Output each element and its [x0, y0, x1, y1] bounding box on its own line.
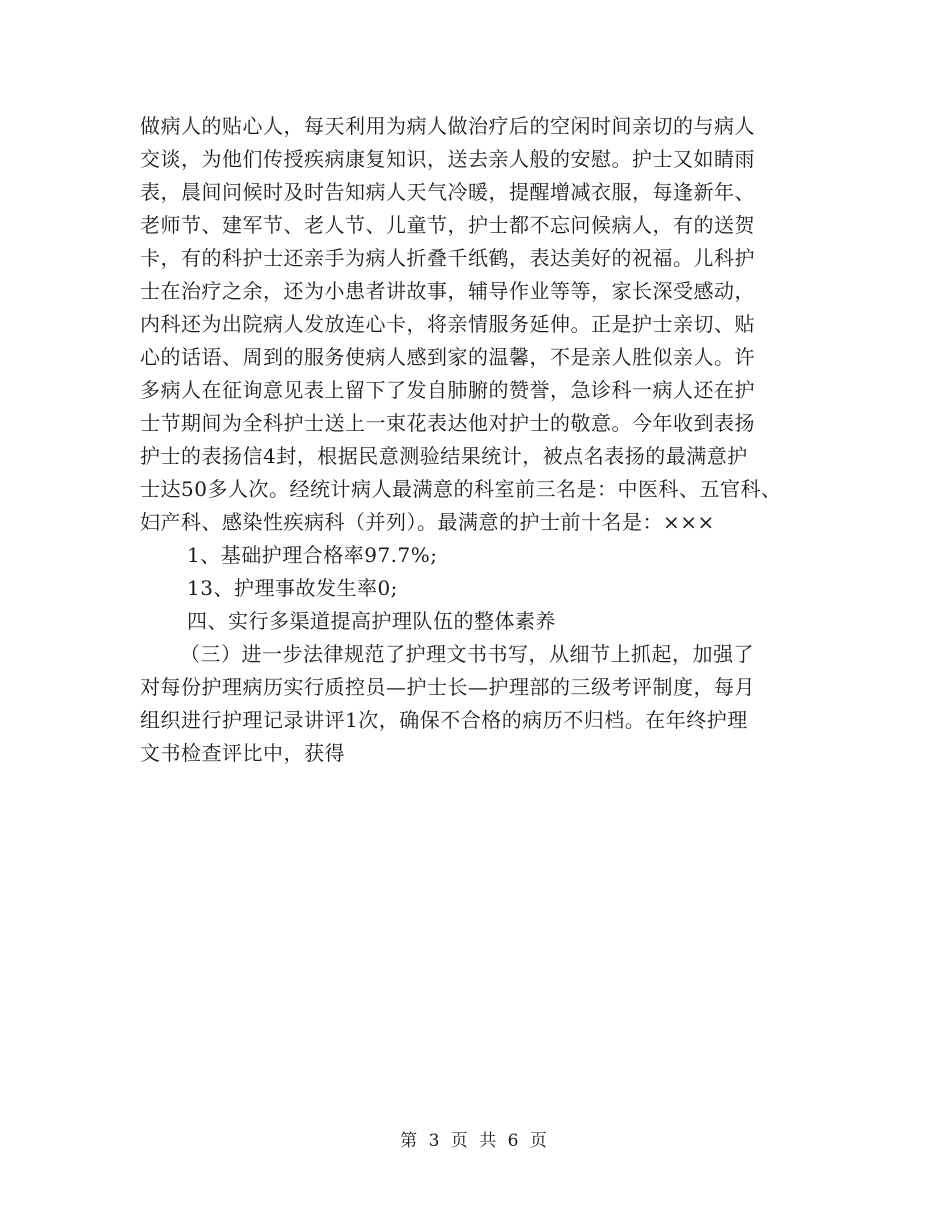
subsection-line-4: 文书检查评比中，获得 — [140, 741, 345, 765]
page-number-footer: 第 3 页 共 6 页 — [400, 1131, 550, 1151]
paragraph-line-11: 护士的表扬信4封，根据民意测验结果统计，被点名表扬的最满意护 — [140, 444, 748, 468]
list-item-13: 13、护理事故发生率0; — [187, 576, 398, 600]
section-heading: 四、实行多渠道提高护理队伍的整体素养 — [187, 609, 556, 633]
paragraph-line-3: 表，晨间问候时及时告知病人天气冷暖，提醒增减衣服，每逢新年、 — [140, 180, 755, 204]
paragraph-line-12: 士达50多人次。经统计病人最满意的科室前三名是：中医科、五官科、 — [140, 477, 782, 501]
subsection-line-1: （三）进一步法律规范了护理文书书写，从细节上抓起，加强了 — [180, 642, 754, 666]
subsection-line-2: 对每份护理病历实行质控员—护士长—护理部的三级考评制度，每月 — [140, 675, 755, 699]
paragraph-line-2: 交谈，为他们传授疾病康复知识，送去亲人般的安慰。护士又如睛雨 — [140, 147, 755, 171]
subsection-line-3: 组织进行护理记录讲评1次，确保不合格的病历不归档。在年终护理 — [140, 708, 748, 732]
paragraph-line-4: 老师节、建军节、老人节、儿童节，护士都不忘问候病人，有的送贺 — [140, 213, 755, 237]
paragraph-line-13: 妇产科、感染性疾病科（并列）。最满意的护士前十名是：××× — [140, 510, 715, 534]
paragraph-line-7: 内科还为出院病人发放连心卡，将亲情服务延伸。正是护士亲切、贴 — [140, 312, 755, 336]
paragraph-line-9: 多病人在征询意见表上留下了发自肺腑的赞誉，急诊科一病人还在护 — [140, 378, 755, 402]
document-body — [140, 110, 830, 770]
paragraph-line-6: 士在治疗之余，还为小患者讲故事，辅导作业等等，家长深受感动， — [140, 279, 755, 303]
paragraph-line-10: 士节期间为全科护士送上一束花表达他对护士的敬意。今年收到表扬 — [140, 411, 755, 435]
paragraph-line-8: 心的话语、周到的服务使病人感到家的温馨，不是亲人胜似亲人。许 — [140, 345, 755, 369]
paragraph-line-5: 卡，有的科护士还亲手为病人折叠千纸鹤，表达美好的祝福。儿科护 — [140, 246, 755, 270]
list-item-1: 1、基础护理合格率97.7%; — [187, 543, 438, 567]
paragraph-line-1: 做病人的贴心人，每天利用为病人做治疗后的空闲时间亲切的与病人 — [140, 114, 755, 138]
